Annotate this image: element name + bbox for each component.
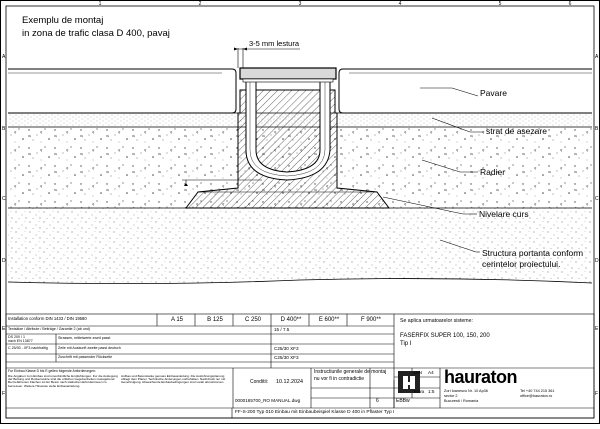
notes-heading: Fur Einbau Klasse D bis E gelten folgende Anforderungen: xyxy=(8,369,96,373)
scale-label: scara xyxy=(414,389,425,394)
row5-value: C25/30 XF3 xyxy=(274,355,299,360)
col-mark-1: 1 xyxy=(98,1,102,7)
address-line-1: Zori Ioanescu Nr. 10 Ap36 xyxy=(444,389,488,393)
paving-right xyxy=(339,69,592,113)
row4-value: C25/30 XF3 xyxy=(274,346,299,351)
contact-email: office@hauraton.ro xyxy=(520,394,553,398)
row3-mid: Strassen, mittelwerte zweit passt xyxy=(58,336,111,340)
row-mark-c-right: C xyxy=(595,196,599,202)
label-strat: strat de asezare xyxy=(486,126,547,136)
condition-label: Conditii: xyxy=(250,379,269,385)
row3-left-b: nach EN 13877 xyxy=(8,339,33,343)
label-structura-1: Structura portanta conform xyxy=(482,248,584,258)
file-name: 0000165700_RO MANUAL.dwg xyxy=(235,398,301,403)
product-type: Tip I xyxy=(400,341,412,347)
contact-tel: Tel +40 744 215 361 xyxy=(520,389,555,393)
instructions-1: Instructiunile generale de montaj xyxy=(314,369,387,375)
norm-row: Installation conform DIN 1433 / DIN 19580 xyxy=(8,316,87,321)
din-value: A4 xyxy=(428,370,434,375)
row5-mid: Zuschrift mit passender Rückseite xyxy=(58,355,113,359)
row-mark-d-right: D xyxy=(595,258,599,264)
label-pavare: Pavare xyxy=(480,88,507,98)
ebbw-label: EBBw xyxy=(396,398,410,404)
notes-right: Aufbau und Betonstarke gemass Einbauanleitung. Die Ausfuhrungsplanung obliegt dem Planer. Technische Anderungen vorbehalten. Nachdruck nur mit Genehmigung. Abweichende Einbaubedingungen sind vorab abzustimmen. xyxy=(121,374,226,385)
date-value: 10.12.2024 xyxy=(276,379,303,385)
product-intro: Se aplica urmatoarelor sisteme: xyxy=(400,318,473,324)
col-mark-3: 3 xyxy=(298,1,302,7)
row-mark-c: C xyxy=(2,196,6,202)
row-mark-b-right: B xyxy=(595,126,599,132)
row3-left-a: DS 200 / 1 xyxy=(8,335,25,339)
base-structure xyxy=(8,208,592,284)
notes-left: Die Angaben zum Einbau sind unverbindliche Empfehlungen. Fur die Auslegung der Bettung und Ruckenstutze sind die ortlichen Gegebenheiten massgebend. Bei befahrenen Flachen ist der Beton nach statischen Erfordernissen zu bemessen. Weitere Hinweise siehe Einbauanleitung. xyxy=(8,374,118,388)
row-mark-f-right: F xyxy=(595,391,599,397)
label-radier: Radier xyxy=(480,167,506,177)
drawing-title-line2: in zona de trafic clasa D 400, pavaj xyxy=(22,28,170,39)
row-mark-d: D xyxy=(2,258,6,264)
class-a15: A 15 xyxy=(170,317,183,323)
sheet-number: 6 xyxy=(376,398,379,404)
address-line-3: Bucuresti / Romania xyxy=(444,399,479,403)
col-mark-6: 6 xyxy=(568,1,572,7)
class-c250: C 250 xyxy=(244,317,261,323)
address-line-2: sector 2 xyxy=(444,394,458,398)
row4-left: C 25/30 - XF3 nachhaltig xyxy=(8,346,48,350)
row4-mid: Zeile mit Auskunft zweite passt deutsch xyxy=(58,346,121,350)
row-mark-e: E xyxy=(2,326,6,332)
paving-left xyxy=(8,69,236,113)
row-mark-a-right: A xyxy=(595,54,599,60)
col-mark-5: 5 xyxy=(498,1,502,7)
din-label: DIN xyxy=(414,370,422,375)
product-name: FASERFIX SUPER 100, 150, 200 xyxy=(400,333,490,339)
cross-section xyxy=(8,39,592,284)
row-mark-a: A xyxy=(2,54,6,60)
row-mark-f: F xyxy=(2,391,6,397)
class-e600: E 600** xyxy=(318,317,340,323)
gap-dimension-label: 3-5 mm lestura xyxy=(249,39,300,48)
col-mark-4: 4 xyxy=(398,1,402,7)
row2-value: 15 / 7.5 xyxy=(274,327,290,332)
class-d400: D 400** xyxy=(280,317,302,323)
row-mark-e-right: E xyxy=(595,326,599,332)
class-b125: B 125 xyxy=(207,317,223,323)
label-structura-2: cerintelor proiectului. xyxy=(482,259,561,269)
drawing-title-line1: Exemplu de montaj xyxy=(22,15,104,26)
brand-wordmark: hauraton xyxy=(444,367,518,387)
row2-label: Textsätze / Attribute / Beiträge / Garantie 2 (ab und) xyxy=(8,327,90,331)
bottom-description: FF-S-200 Typ 010 Einbau mit Einbaubeispiel Klasse D 400 in Pflaster Typ I xyxy=(235,410,395,415)
class-f900: F 900** xyxy=(360,317,381,323)
scale-value: 1:5 xyxy=(428,389,435,394)
grating xyxy=(240,68,336,79)
instructions-2: nu vor fi in contradictie xyxy=(314,376,365,382)
col-mark-2: 2 xyxy=(198,1,202,7)
label-nivelare: Nivelare curs xyxy=(479,209,529,219)
row-mark-b: B xyxy=(2,126,6,132)
